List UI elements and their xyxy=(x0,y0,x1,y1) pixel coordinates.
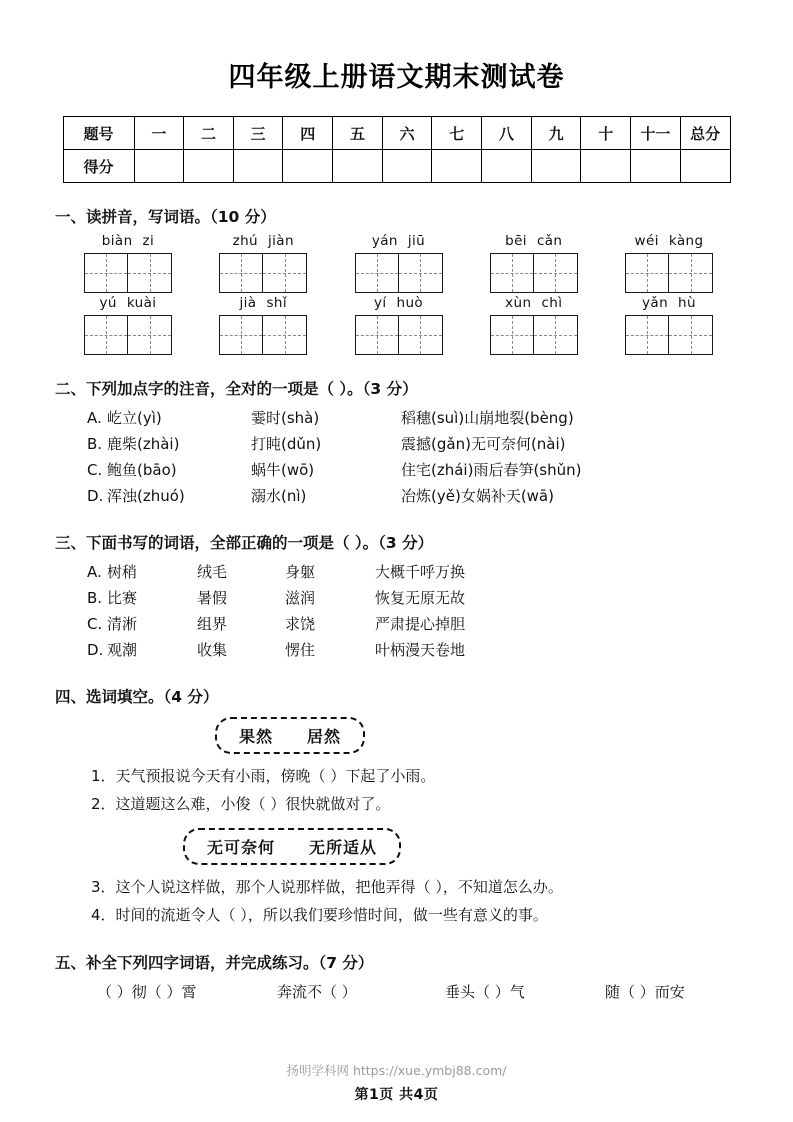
tianzige-cell[interactable] xyxy=(490,315,534,355)
pinyin-syllable-4a: bēi xyxy=(505,233,527,249)
word-b-item-4: 恢复 xyxy=(375,589,406,607)
section-2-heading: 二、下列加点字的注音，全对的一项是（ ）。（3 分） xyxy=(55,380,418,398)
word-d-item-5: 漫天卷地 xyxy=(405,641,466,659)
score-table-col-5: 五 xyxy=(333,117,383,150)
section-3-heading: 三、下面书写的词语，全部正确的一项是（ ）。（3 分） xyxy=(55,534,434,552)
pinyin-item-10 xyxy=(610,295,728,355)
score-table-col-11: 十一 xyxy=(631,117,681,150)
score-cell-10[interactable] xyxy=(581,150,631,183)
word-c-item-1: 清淅 xyxy=(107,615,138,633)
choice-option-b[interactable] xyxy=(55,431,738,457)
pinyin-syllable-9a: xùn xyxy=(505,295,532,311)
word-c-item-4: 严肃 xyxy=(375,615,406,633)
page-title: 四年级上册语文期末测试卷 xyxy=(228,62,565,93)
tianzige-cell[interactable] xyxy=(219,315,263,355)
score-cell-7[interactable] xyxy=(432,150,482,183)
fill-sentence-3[interactable]: 3．这个人说这样做，那个人说那样做，把他弄得（ ），不知道怎么办。 xyxy=(91,878,563,896)
score-cell-4[interactable] xyxy=(283,150,333,183)
pinyin-syllable-1a: biàn xyxy=(101,233,133,249)
score-cell-6[interactable] xyxy=(382,150,432,183)
choice-letter-c: C. xyxy=(87,461,103,479)
score-table-col-3: 三 xyxy=(233,117,283,150)
tianzige-cell[interactable] xyxy=(490,253,534,293)
choice-c-item-2: 蜗牛(wō) xyxy=(251,461,315,479)
word-a-item-2: 绒毛 xyxy=(197,563,228,581)
pinyin-syllable-7b: shǐ xyxy=(266,295,288,311)
choice-b-item-1: 鹿柴(zhài) xyxy=(107,435,180,453)
pinyin-syllable-7a: jià xyxy=(239,295,257,311)
tianzige-grid-8[interactable] xyxy=(355,315,443,355)
choice-b-item-2: 打盹(dǔn) xyxy=(251,435,322,453)
section-3-choices xyxy=(55,559,738,663)
idiom-fill-row xyxy=(55,981,738,1002)
choice-option-a[interactable] xyxy=(55,405,738,431)
pinyin-syllable-8b: huò xyxy=(396,295,424,311)
word-choice-letter-c: C. xyxy=(87,615,103,633)
pinyin-item-2 xyxy=(204,233,322,293)
choice-a-item-1: 屹立(yì) xyxy=(107,409,162,427)
section-2-choices xyxy=(55,405,738,509)
fill-sentence-4[interactable]: 4．时间的流逝令人（ ），所以我们要珍惜时间，做一些有意义的事。 xyxy=(91,906,548,924)
word-bank-1 xyxy=(215,717,365,754)
word-a-item-4: 大概 xyxy=(375,563,406,581)
score-table-col-6: 六 xyxy=(382,117,432,150)
pinyin-item-9 xyxy=(475,295,593,355)
choice-letter-b: B. xyxy=(87,435,103,453)
pinyin-syllable-5a: wéi xyxy=(634,233,659,249)
pinyin-item-5 xyxy=(610,233,728,293)
fill-sentence-2[interactable]: 2．这道题这么难，小俊（ ）很快就做对了。 xyxy=(91,795,391,813)
tianzige-cell[interactable] xyxy=(534,253,578,293)
tianzige-cell[interactable] xyxy=(399,253,443,293)
tianzige-grid-2[interactable] xyxy=(219,253,307,293)
word-bank-1-item-2[interactable]: 居然 xyxy=(307,727,342,746)
choice-option-d[interactable] xyxy=(55,483,738,509)
choice-d-item-3: 冶炼(yě) xyxy=(401,487,461,505)
score-table-col-10: 十 xyxy=(581,117,631,150)
score-table-container xyxy=(55,116,738,183)
choice-a-item-2: 霎时(shà) xyxy=(251,409,320,427)
choice-b-item-4: 无可奈何(nài) xyxy=(470,435,566,453)
score-table-col-7: 七 xyxy=(432,117,482,150)
score-cell-total[interactable] xyxy=(680,150,730,183)
tianzige-cell[interactable] xyxy=(625,253,669,293)
pinyin-item-4 xyxy=(475,233,593,293)
tianzige-cell[interactable] xyxy=(128,315,172,355)
word-bank-2 xyxy=(183,828,401,865)
pinyin-syllable-4b: cǎn xyxy=(536,233,563,249)
score-table-col-8: 八 xyxy=(482,117,532,150)
tianzige-grid-3[interactable] xyxy=(355,253,443,293)
tianzige-grid-6[interactable] xyxy=(84,315,172,355)
tianzige-grid-5[interactable] xyxy=(625,253,713,293)
word-d-item-1: 观潮 xyxy=(107,641,138,659)
word-choice-option-d[interactable] xyxy=(55,637,738,663)
section-4-heading: 四、选词填空。（4 分） xyxy=(55,688,219,706)
pinyin-item-7 xyxy=(204,295,322,355)
score-cell-5[interactable] xyxy=(333,150,383,183)
tianzige-grid-4[interactable] xyxy=(490,253,578,293)
word-bank-1-container xyxy=(55,717,738,754)
idiom-blank-3[interactable]: 垂头（ ）气 xyxy=(445,983,525,1001)
tianzige-cell[interactable] xyxy=(669,315,713,355)
word-choice-option-b[interactable] xyxy=(55,585,738,611)
word-a-item-3: 身躯 xyxy=(285,563,316,581)
score-table-col-1: 一 xyxy=(134,117,184,150)
pinyin-item-6 xyxy=(69,295,187,355)
choice-letter-d: D. xyxy=(87,487,104,505)
tianzige-cell[interactable] xyxy=(669,253,713,293)
word-b-item-1: 比赛 xyxy=(107,589,138,607)
pinyin-item-1 xyxy=(69,233,187,293)
pinyin-syllable-3b: jiū xyxy=(407,233,426,249)
table-row-scores xyxy=(63,150,730,183)
pinyin-syllable-10b: hù xyxy=(678,295,696,311)
pinyin-syllable-3a: yán xyxy=(371,233,398,249)
pinyin-syllable-6a: yú xyxy=(99,295,117,311)
word-c-item-2: 组界 xyxy=(197,615,228,633)
score-cell-9[interactable] xyxy=(531,150,581,183)
word-choice-letter-a: A. xyxy=(87,563,102,581)
score-cell-2[interactable] xyxy=(184,150,234,183)
pinyin-item-3 xyxy=(340,233,458,293)
pinyin-syllable-6b: kuài xyxy=(126,295,157,311)
word-choice-letter-d: D. xyxy=(87,641,104,659)
score-table-row-label-2: 得分 xyxy=(63,150,134,183)
table-row-question-numbers xyxy=(63,117,730,150)
pinyin-syllable-8a: yí xyxy=(373,295,387,311)
word-d-item-2: 收集 xyxy=(197,641,228,659)
pinyin-syllable-2b: jiàn xyxy=(267,233,294,249)
idiom-blank-1[interactable]: （ ）彻（ ）霄 xyxy=(97,983,197,1001)
choice-c-item-1: 鲍鱼(bāo) xyxy=(107,461,177,479)
tianzige-grid-9[interactable] xyxy=(490,315,578,355)
tianzige-cell[interactable] xyxy=(355,315,399,355)
choice-option-c[interactable] xyxy=(55,457,738,483)
choice-d-item-1: 浑浊(zhuó) xyxy=(107,487,185,505)
tianzige-cell[interactable] xyxy=(625,315,669,355)
pinyin-exercise xyxy=(55,233,738,355)
tianzige-cell[interactable] xyxy=(263,315,307,355)
page-footer xyxy=(0,1061,793,1104)
idiom-blank-4[interactable]: 随（ ）而安 xyxy=(605,983,685,1001)
score-cell-1[interactable] xyxy=(134,150,184,183)
word-bank-2-item-2[interactable]: 无所适从 xyxy=(309,838,378,857)
tianzige-cell[interactable] xyxy=(84,315,128,355)
word-choice-option-c[interactable] xyxy=(55,611,738,637)
pinyin-syllable-1b: zi xyxy=(142,233,155,249)
pinyin-syllable-9b: chì xyxy=(541,295,563,311)
tianzige-grid-1[interactable] xyxy=(84,253,172,293)
idiom-blank-2[interactable]: 奔流不（ ） xyxy=(277,983,357,1001)
score-cell-8[interactable] xyxy=(482,150,532,183)
pinyin-syllable-5b: kàng xyxy=(668,233,704,249)
pinyin-row-2 xyxy=(55,295,738,355)
word-choice-option-a[interactable] xyxy=(55,559,738,585)
tianzige-cell[interactable] xyxy=(128,253,172,293)
tianzige-grid-7[interactable] xyxy=(219,315,307,355)
tianzige-cell[interactable] xyxy=(263,253,307,293)
word-a-item-1: 树稍 xyxy=(107,563,138,581)
choice-d-item-4: 女娲补天(wā) xyxy=(460,487,554,505)
pinyin-syllable-10a: yǎn xyxy=(642,295,669,311)
score-cell-11[interactable] xyxy=(631,150,681,183)
word-b-item-5: 无原无故 xyxy=(405,589,466,607)
score-table-col-total: 总分 xyxy=(680,117,730,150)
pinyin-row-1 xyxy=(55,233,738,293)
pinyin-item-8 xyxy=(340,295,458,355)
pinyin-syllable-2a: zhú xyxy=(232,233,258,249)
word-b-item-3: 滋润 xyxy=(285,589,316,607)
word-b-item-2: 暑假 xyxy=(197,589,228,607)
word-c-item-3: 求饶 xyxy=(285,615,316,633)
score-table-col-9: 九 xyxy=(531,117,581,150)
page-number: 第1页 共4页 xyxy=(354,1087,439,1103)
tianzige-cell[interactable] xyxy=(84,253,128,293)
score-table-col-4: 四 xyxy=(283,117,333,150)
choice-c-item-3: 住宅(zhái) xyxy=(401,461,474,479)
score-table-col-2: 二 xyxy=(184,117,234,150)
word-bank-2-item-1[interactable]: 无可奈何 xyxy=(207,838,276,857)
choice-a-item-4: 山崩地裂(bèng) xyxy=(464,409,574,427)
score-table-row-label-1: 题号 xyxy=(63,117,134,150)
section-1-heading: 一、读拼音，写词语。（10 分） xyxy=(55,208,276,226)
choice-letter-a: A. xyxy=(87,409,102,427)
tianzige-cell[interactable] xyxy=(399,315,443,355)
word-a-item-5: 千呼万换 xyxy=(405,563,466,581)
word-d-item-4: 叶柄 xyxy=(375,641,406,659)
choice-b-item-3: 震撼(gǎn) xyxy=(401,435,471,453)
score-table xyxy=(63,116,731,183)
score-cell-3[interactable] xyxy=(233,150,283,183)
tianzige-cell[interactable] xyxy=(534,315,578,355)
word-c-item-5: 提心掉胆 xyxy=(405,615,466,633)
choice-d-item-2: 溺水(nì) xyxy=(251,487,307,505)
word-choice-letter-b: B. xyxy=(87,589,103,607)
word-bank-2-container xyxy=(55,828,738,865)
word-d-item-3: 愣住 xyxy=(285,641,316,659)
choice-c-item-4: 雨后春笋(shǔn) xyxy=(473,461,582,479)
tianzige-cell[interactable] xyxy=(219,253,263,293)
word-bank-1-item-1[interactable]: 果然 xyxy=(239,727,274,746)
section-5-heading: 五、补全下列四字词语，并完成练习。（7 分） xyxy=(55,954,374,972)
choice-a-item-3: 稻穗(suì) xyxy=(401,409,465,427)
watermark-text: 扬明学科网 https://xue.ymbj88.com/ xyxy=(286,1063,507,1078)
tianzige-cell[interactable] xyxy=(355,253,399,293)
fill-sentence-1[interactable]: 1．天气预报说今天有小雨，傍晚（ ）下起了小雨。 xyxy=(91,767,436,785)
tianzige-grid-10[interactable] xyxy=(625,315,713,355)
